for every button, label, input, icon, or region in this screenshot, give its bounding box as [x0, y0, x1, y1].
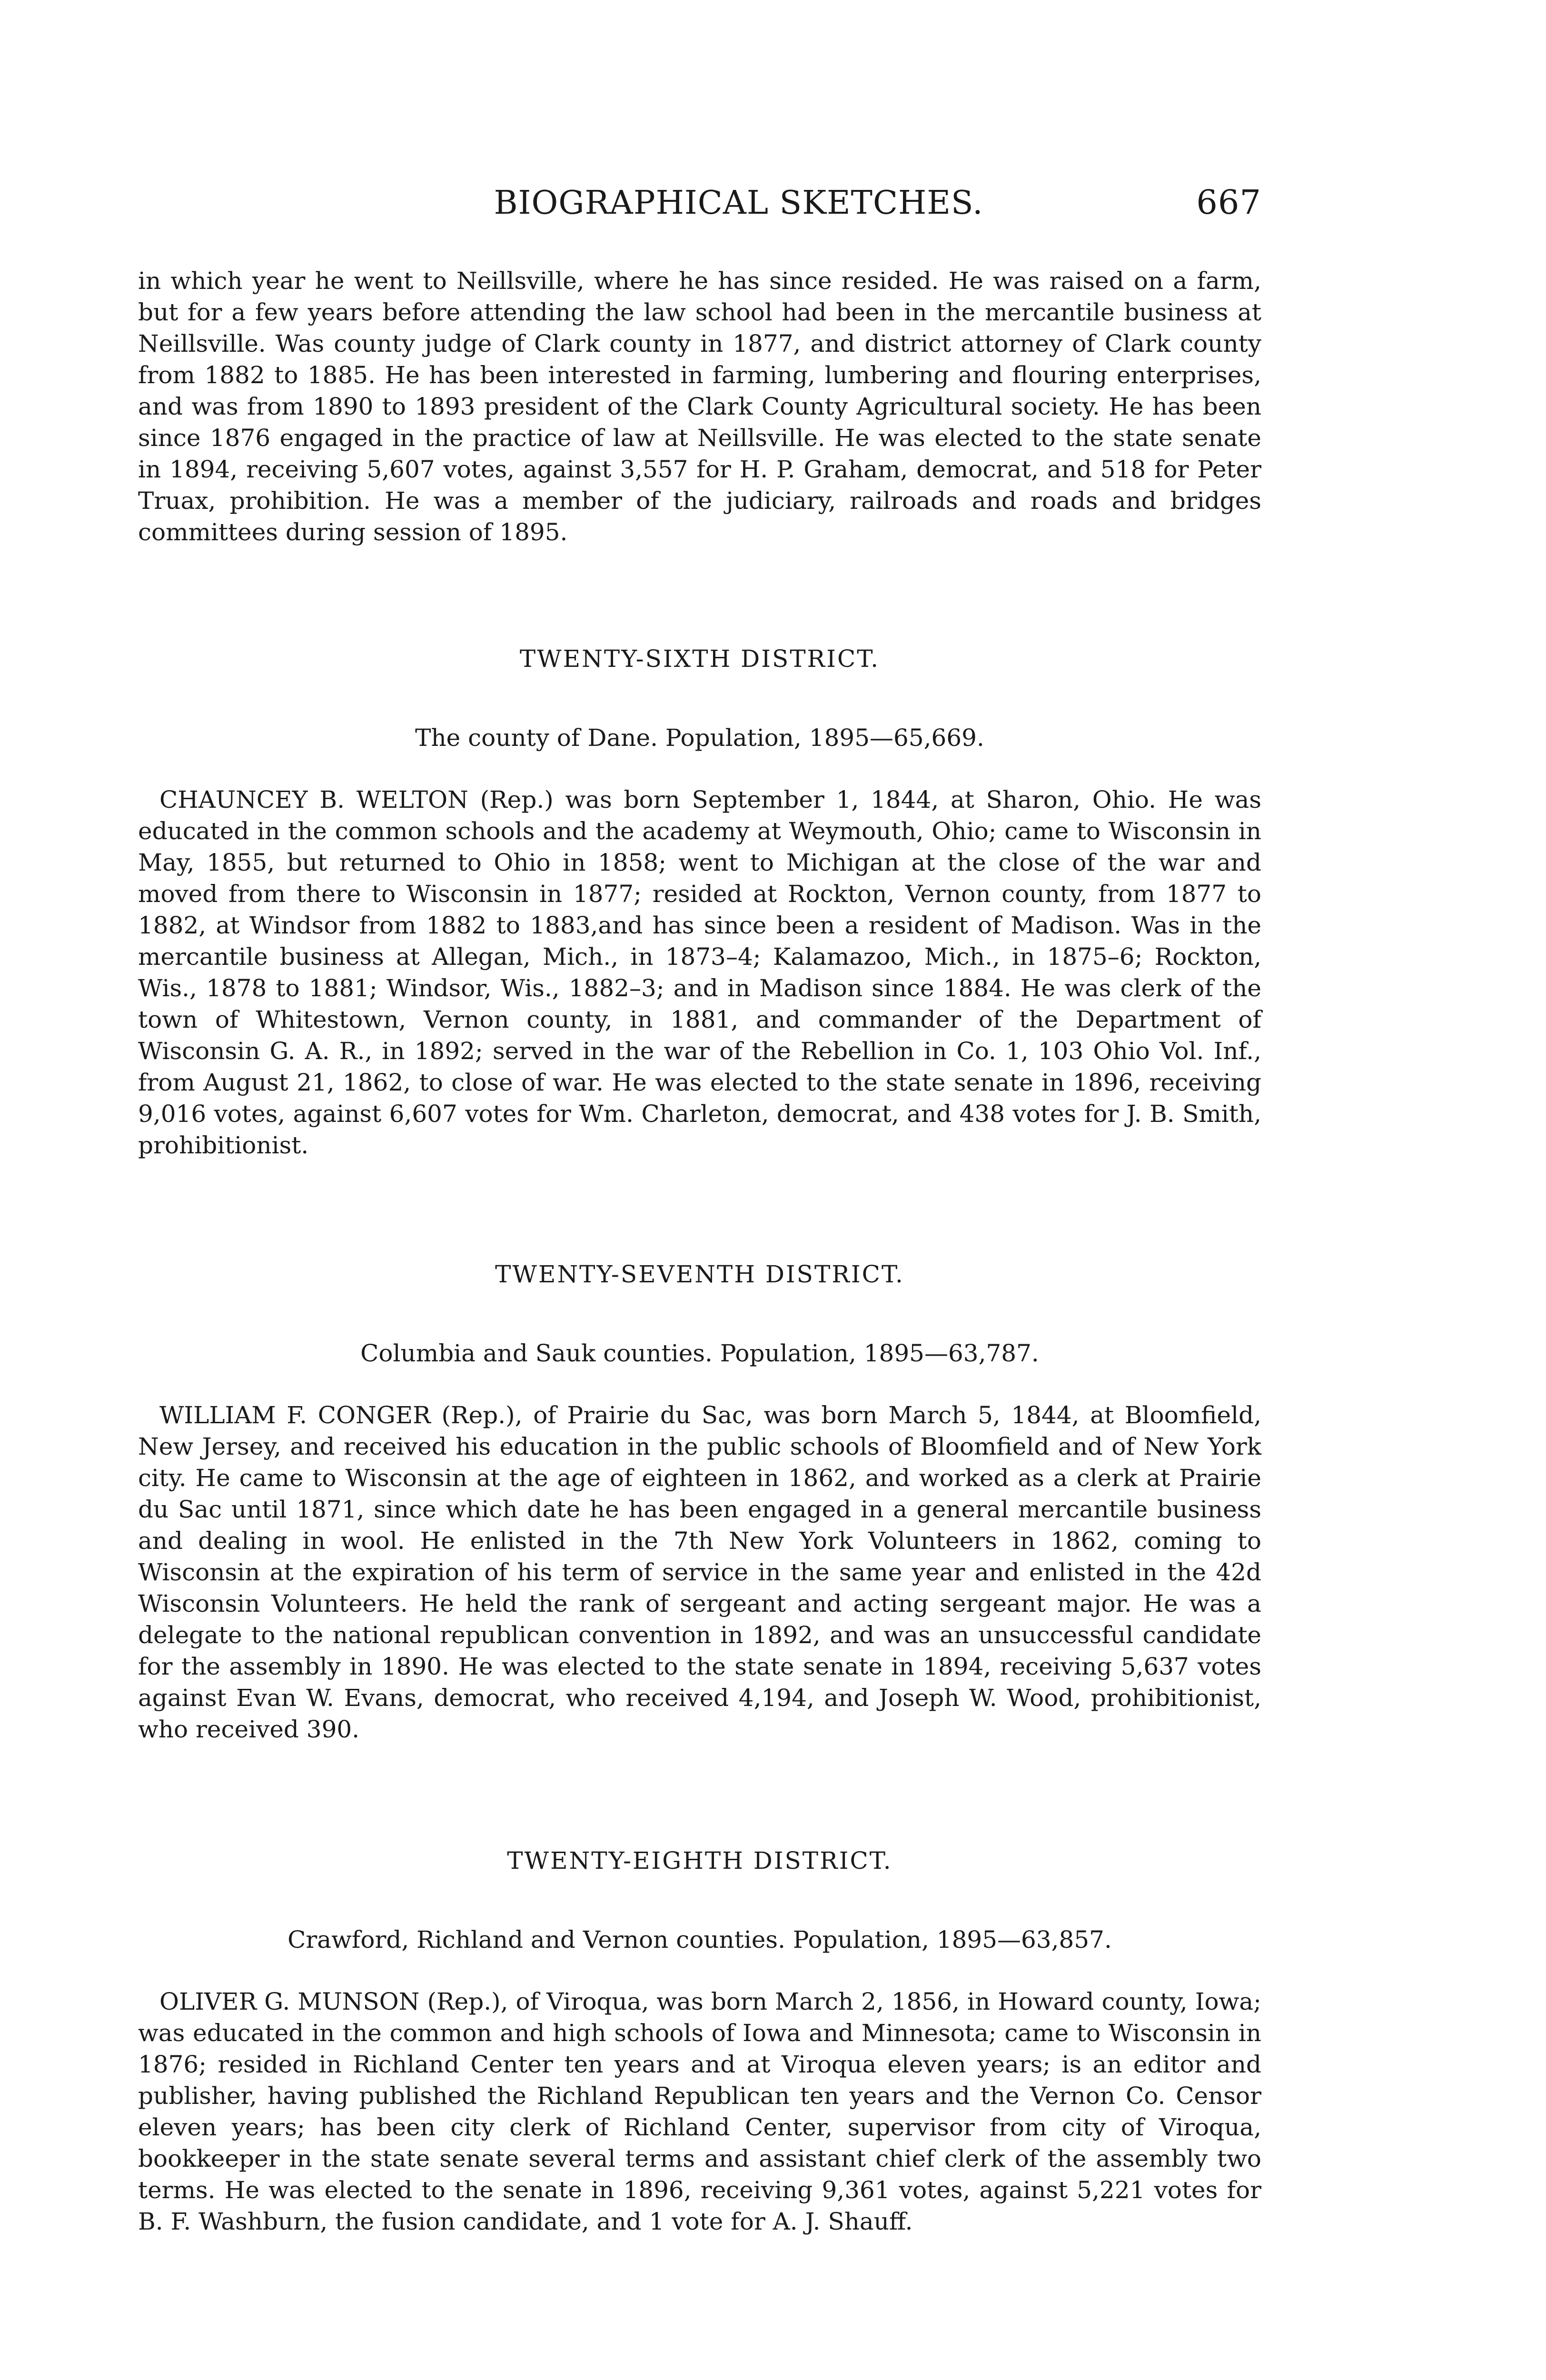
district-heading: TWENTY-SEVENTH DISTRICT.	[495, 1260, 904, 1288]
district-heading: TWENTY-SIXTH DISTRICT.	[519, 645, 880, 673]
district-section-26	[138, 643, 1261, 1161]
district-description: Crawford, Richland and Vernon counties. Population, 1895—63,857.	[287, 1926, 1112, 1954]
book-page	[138, 181, 1261, 2237]
district-description: Columbia and Sauk counties. Population, 1895—63,787.	[360, 1339, 1039, 1367]
senator-biography: OLIVER G. MUNSON (Rep.), of Viroqua, was born March 2, 1856, in Howard county, Iowa; was educated in the common and high schools of Iowa and Minnesota; came to Wisconsin in 1876; resided in Richland Center ten years and at Viroqua eleven years; is an editor and publisher, having published the Richland Republican ten years and the Vernon Co. Censor eleven years; has been city clerk of Richland Center, supervisor from city of Viroqua, bookkeeper in the state senate several terms and assistant chief clerk of the assembly two terms. He was elected to the senate in 1896, receiving 9,361 votes, against 5,221 votes for B. F. Washburn, the fusion candidate, and 1 vote for A. J. Shauff.	[138, 1988, 1261, 2235]
continued-biography-paragraph: in which year he went to Neillsville, where he has since resided. He was raised on a farm, but for a few years before attending the law school had been in the mercantile business at Neillsville. Was county judge of Clark county in 1877, and district attorney of Clark county from 1882 to 1885. He has been interested in farming, lumbering and flouring enterprises, and was from 1890 to 1893 president of the Clark County Agricultural society. He has been since 1876 engaged in the practice of law at Neillsville. He was elected to the state senate in 1894, receiving 5,607 votes, against 3,557 for H. P. Graham, democrat, and 518 for Peter Truax, prohibition. He was a member of the judiciary, railroads and roads and bridges committees during session of 1895.	[138, 267, 1261, 546]
district-section-27	[138, 1259, 1261, 1745]
district-description: The county of Dane. Population, 1895—65,669.	[415, 724, 984, 752]
district-section-28	[138, 1845, 1261, 2237]
district-heading: TWENTY-EIGHTH DISTRICT.	[507, 1847, 892, 1874]
page-title: BIOGRAPHICAL SKETCHES.	[494, 184, 983, 222]
running-header	[138, 181, 1261, 225]
page-number: 667	[1196, 183, 1261, 222]
senator-biography: CHAUNCEY B. WELTON (Rep.) was born September 1, 1844, at Sharon, Ohio. He was educated in the common schools and the academy at Weymouth, Ohio; came to Wisconsin in May, 1855, but returned to Ohio in 1858; went to Michigan at the close of the war and moved from there to Wisconsin in 1877; resided at Rockton, Vernon county, from 1877 to 1882, at Windsor from 1882 to 1883,and has since been a resident of Madison. Was in the mercantile business at Allegan, Mich., in 1873–4; Kalamazoo, Mich., in 1875–6; Rockton, Wis., 1878 to 1881; Windsor, Wis., 1882–3; and in Madison since 1884. He was clerk of the town of Whitestown, Vernon county, in 1881, and commander of the Department of Wisconsin G. A. R., in 1892; served in the war of the Rebellion in Co. 1, 103 Ohio Vol. Inf., from August 21, 1862, to close of war. He was elected to the state senate in 1896, receiving 9,016 votes, against 6,607 votes for Wm. Charleton, democrat, and 438 votes for J. B. Smith, prohibitionist.	[138, 786, 1261, 1159]
senator-biography: WILLIAM F. CONGER (Rep.), of Prairie du Sac, was born March 5, 1844, at Bloomfield, New Jersey, and received his education in the public schools of Bloomfield and of New York city. He came to Wisconsin at the age of eighteen in 1862, and worked as a clerk at Prairie du Sac until 1871, since which date he has been engaged in a general mercantile business and dealing in wool. He enlisted in the 7th New York Volunteers in 1862, coming to Wisconsin at the expiration of his term of service in the same year and enlisted in the 42d Wisconsin Volunteers. He held the rank of sergeant and acting sergeant major. He was a delegate to the national republican convention in 1892, and was an unsuccessful candidate for the assembly in 1890. He was elected to the state senate in 1894, receiving 5,637 votes against Evan W. Evans, democrat, who received 4,194, and Joseph W. Wood, prohibitionist, who received 390.	[138, 1401, 1261, 1743]
